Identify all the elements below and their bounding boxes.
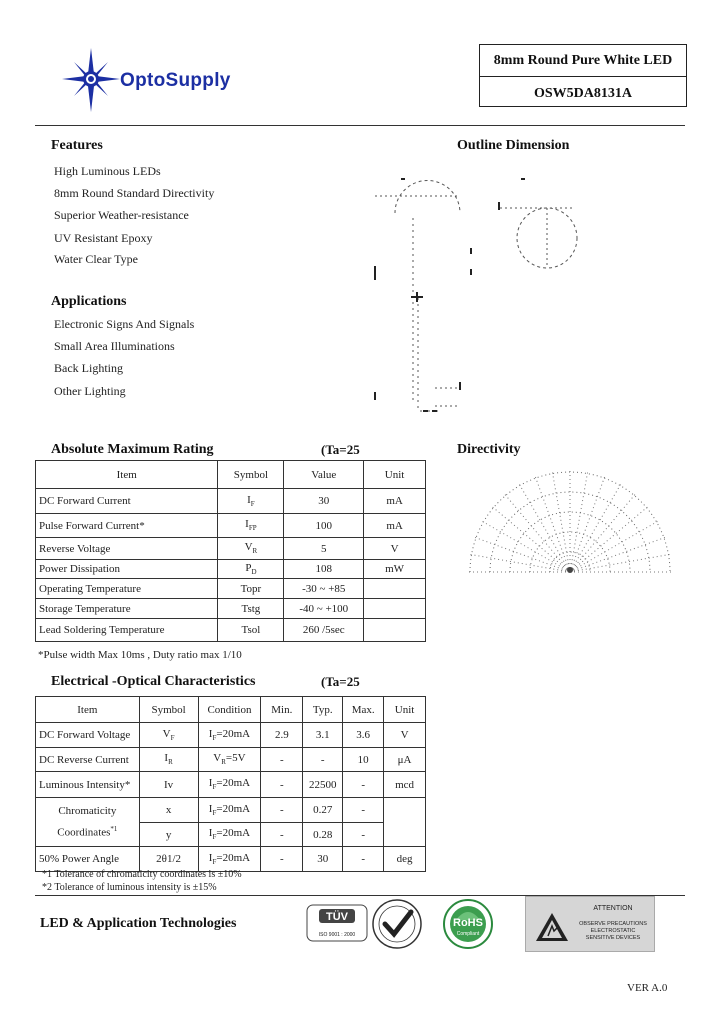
unit-cell: mW [364,560,426,579]
value-cell: -40 ~ +100 [284,599,364,619]
table-row [36,748,426,772]
col-header: Value [284,461,364,489]
item-cell: Lead Soldering Temperature [36,619,218,642]
polar-grid-ray [570,520,660,572]
value-cell: 30 [284,489,364,514]
col-header: Typ. [303,697,343,723]
symbol-cell: Tstg [218,599,284,619]
table-row [36,489,426,514]
min-cell: 2.9 [261,723,303,748]
condition-cell: $I_F=20mA$ [198,823,261,847]
max-cell: - [343,847,384,872]
unit-cell: μA [384,748,426,772]
product-title: 8mm Round Pure White LED [493,53,673,68]
brand-logo [62,48,272,112]
symbol-cell: $I_F$ [218,489,284,514]
min-cell: - [261,748,303,772]
item-cell: Chromaticity Coordinates$^{*1}$ [36,798,140,847]
part-number: OSW5DA8131A [533,86,632,101]
min-cell: - [261,847,303,872]
unit-cell: mA [364,489,426,514]
typ-cell: 3.1 [303,723,343,748]
brand-name: OptoSupply [120,70,231,91]
rohs-text: RoHS [453,917,483,929]
condition-cell: $I_F=20mA$ [198,723,261,748]
star-logo-icon [62,48,120,112]
condition-cell: $I_F=20mA$ [198,847,261,872]
symbol-cell: $V_F$ [139,723,198,748]
col-header: Symbol [218,461,284,489]
application-item: Other Lighting [54,384,126,398]
typ-cell: - [303,748,343,772]
attention-line: SENSITIVE DEVICES [585,935,641,941]
outline-heading: Outline Dimension [457,138,570,153]
unit-cell [364,599,426,619]
polar-grid-ray [570,536,668,572]
polar-center [567,567,573,573]
col-header: Symbol [139,697,198,723]
product-title-box [479,44,687,107]
rohs-sub-text: Compliant [456,931,480,937]
unit-cell [384,798,426,847]
value-cell: 100 [284,514,364,538]
symbol-cell: Tsol [218,619,284,642]
col-header: Item [36,697,140,723]
eo-table [35,696,426,872]
polar-grid-ray [570,470,588,572]
typ-cell: 22500 [303,772,343,798]
table-row [36,619,426,642]
esd-attention-label [525,896,655,952]
value-cell: 260 /5sec [284,619,364,642]
item-cell: 50% Power Angle [36,847,140,872]
col-header: Min. [261,697,303,723]
polar-grid-ray [503,492,570,572]
typ-cell: 0.27 [303,798,343,823]
col-header: Unit [364,461,426,489]
condition-cell: $V_R=5V$ [198,748,261,772]
item-cell: Pulse Forward Current* [36,514,218,538]
value-cell: 108 [284,560,364,579]
value-cell: -30 ~ +85 [284,579,364,599]
polar-grid-ray [570,482,622,572]
feature-item: High Luminous LEDs [54,164,161,178]
eo-heading: Electrical -Optical Characteristics [51,674,256,689]
abs-max-condition: (Ta=25 [321,442,360,457]
polar-grid-ray [518,482,570,572]
esd-warning-icon [534,911,570,943]
polar-grid-ray [570,474,606,572]
application-item: Electronic Signs And Signals [54,317,195,331]
col-header: Item [36,461,218,489]
polar-grid-ray [570,505,650,572]
item-cell: DC Forward Current [36,489,218,514]
col-header: Max. [343,697,384,723]
rohs-badge [434,898,504,950]
eo-footnote-1: *1 Tolerance of chromaticity coordinates is ±10% [42,869,242,880]
symbol-cell: $V_R$ [218,538,284,560]
outline-drawing [365,168,585,428]
table-row [36,847,426,872]
polar-grid-ray [468,554,570,572]
item-cell: Reverse Voltage [36,538,218,560]
max-cell: - [343,772,384,798]
item-cell: Luminous Intensity* [36,772,140,798]
tuv-text: TÜV [326,911,348,923]
polar-grid-ray [570,492,637,572]
max-cell: 10 [343,748,384,772]
typ-cell: 0.28 [303,823,343,847]
iso-text: ISO 9001 : 2000 [318,932,356,938]
table-row [36,723,426,748]
item-cell: DC Reverse Current [36,748,140,772]
feature-item: Water Clear Type [54,252,138,266]
unit-cell: V [364,538,426,560]
symbol-cell: x [139,798,198,823]
feature-item: Superior Weather-resistance [54,208,189,222]
eo-footnote-2: *2 Tolerance of luminous intensity is ±15% [42,882,217,893]
table-row [36,798,426,823]
version-label: VER A.0 [627,982,668,994]
max-cell: 3.6 [343,723,384,748]
polar-grid-ray [480,520,570,572]
symbol-cell: Iv [139,772,198,798]
feature-item: 8mm Round Standard Directivity [54,186,215,200]
item-cell: DC Forward Voltage [36,723,140,748]
abs-max-heading: Absolute Maximum Rating [51,442,214,457]
col-header: Unit [384,697,426,723]
table-row [36,579,426,599]
symbol-cell: y [139,823,198,847]
polar-grid-ray [570,554,672,572]
min-cell: - [261,772,303,798]
application-item: Back Lighting [54,361,123,375]
applications-heading: Applications [51,294,127,309]
col-header: Condition [198,697,261,723]
tuv-iso-badge [305,903,369,943]
application-item: Small Area Illuminations [54,339,175,353]
typ-cell: 30 [303,847,343,872]
table-row [36,599,426,619]
eo-condition: (Ta=25 [321,674,360,689]
table-row [36,514,426,538]
condition-cell: $I_F=20mA$ [198,772,261,798]
unit-cell: deg [384,847,426,872]
polar-grid-ray [472,536,570,572]
symbol-cell: $I_R$ [139,748,198,772]
symbol-cell: Topr [218,579,284,599]
polar-grid-ray [534,474,570,572]
company-name: LED & Application Technologies [40,916,237,931]
unit-cell: mA [364,514,426,538]
value-cell: 5 [284,538,364,560]
polar-grid-ray [490,505,570,572]
min-cell: - [261,798,303,823]
feature-item: UV Resistant Epoxy [54,231,153,245]
condition-cell: $I_F=20mA$ [198,798,261,823]
table-row [36,772,426,798]
symbol-cell: $I_{FP}$ [218,514,284,538]
attention-line: OBSERVE PRECAUTIONS [579,921,647,927]
table-row [36,538,426,560]
item-cell: Storage Temperature [36,599,218,619]
abs-max-table [35,460,426,642]
abs-max-footnote: *Pulse width Max 10ms , Duty ratio max 1/10 [38,649,242,661]
certified-check-icon [371,898,423,950]
table-row [36,560,426,579]
symbol-cell: $P_D$ [218,560,284,579]
unit-cell: mcd [384,772,426,798]
unit-cell [364,619,426,642]
symbol-cell: 2θ1/2 [139,847,198,872]
header-divider [35,125,685,126]
unit-cell: V [384,723,426,748]
features-heading: Features [51,138,103,153]
attention-title: ATTENTION [593,905,633,912]
directivity-heading: Directivity [457,442,521,457]
polar-grid-ray [552,470,570,572]
max-cell: - [343,798,384,823]
directivity-chart [455,470,685,580]
item-cell: Power Dissipation [36,560,218,579]
item-cell: Operating Temperature [36,579,218,599]
min-cell: - [261,823,303,847]
attention-line: ELECTROSTATIC [590,928,636,934]
unit-cell [364,579,426,599]
max-cell: - [343,823,384,847]
